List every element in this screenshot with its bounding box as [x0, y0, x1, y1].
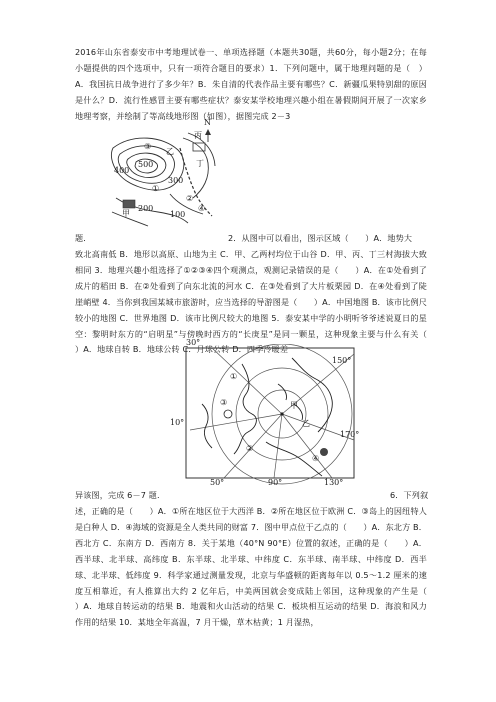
observation-point-label: ②: [186, 194, 194, 203]
latlong-label: 90°: [268, 478, 283, 487]
contour-label: 500: [138, 160, 154, 169]
contour-label: 200: [138, 204, 154, 213]
latlong-label: 170°: [340, 430, 360, 439]
contour-label: 100: [170, 210, 186, 219]
latlong-label: 150°: [332, 356, 352, 365]
contour-map-figure: [108, 118, 218, 228]
latlong-label: 50°: [210, 478, 225, 487]
observation-point-label: ③: [144, 142, 152, 151]
polar-map-figure: [170, 338, 360, 487]
latlong-label: 10°: [170, 418, 185, 427]
latlong-label: 30°: [186, 338, 201, 347]
observation-point-label: ①: [152, 184, 160, 193]
paragraph-3-lead: 异该图，完成 6－7 题.: [75, 490, 160, 500]
north-arrow-label: N: [204, 118, 211, 127]
point-marker-label: 乙: [302, 419, 310, 428]
village-label: 乙: [166, 147, 174, 156]
paragraph-2-tail: 2．从图中可以看出，图示区域（ ）A．地势大: [228, 233, 413, 243]
region-marker-label: ①: [230, 372, 238, 381]
observation-point-label: ④: [198, 204, 206, 213]
village-label: 丁: [196, 159, 204, 168]
village-label: 甲: [122, 209, 130, 218]
question-paragraph-2: 致北高南低 B．地形以高原、山地为主 C．甲、乙两村均位于山谷 D．甲、丙、丁三村海拔大致相同 3．地理兴趣小组选择了①②③④四个观测点，观测记录错误的是（ ）A．在①处看到了成片的稻田 B．在②处看到了向东北流的河水 C．在③处看到了大片板栗园 D．在④处看到了陡崖峭壁 4．当你到我国某城市旅游时，应当选择的导游图是（ ）A．中国地图 B．该市比例尺较小的地图 C．世界地图 D．该市比例尺较大的地图 5．泰安某中学的小明听爷爷述说夏日的星空：黎明时东方的“启明星”与傍晚时西方的“长庚星”是同一颗星，这种现象主要与什么有关（ ）A．地球自转 B．地球公转 C．月球公转 D．四季冷暖差: [75, 249, 444, 355]
region-marker-label: ③: [220, 398, 228, 407]
paragraph-2-lead: 题．: [75, 233, 92, 243]
paragraph-3-tail: 6．下列叙: [390, 490, 429, 500]
latlong-label: 130°: [324, 478, 344, 487]
contour-label: 400: [114, 166, 130, 175]
contour-label: 300: [168, 176, 184, 185]
question-paragraph-1: 2016年山东省泰安市中考地理试卷一、单项选择题（本题共30题，共60分，每小题2分；在每小题提供的四个选项中，只有一项符合题目的要求）1．下列问题中，属于地理问题的是（ ）A．我国抗日战争进行了多少年？B．朱自清的代表作品主要有哪些？C．新疆瓜果特别甜的原因是什么？D．流行性感冒主要有哪些症状？泰安某学校地理兴趣小组在暑假期间开展了一次家乡地理考察，并绘制了等高线地形图（如图），据图完成 2－3: [75, 47, 427, 121]
region-marker-label: ④: [312, 454, 320, 463]
village-label: 丙: [194, 131, 202, 140]
question-paragraph-3: 述，正确的是（ ）A．①所在地区位于大西洋 B．②所在地区位于欧洲 C．③岛上的因纽特人是白种人 D．④海域的资源是全人类共同的财富 7．图中甲点位于乙点的（ ）A．东北方 B．西北方 C．东南方 D．西南方 8．关于某地（40°N 90°E）位置的叙述，正确的是（ ）A．西半球、北半球、高纬度 B．东半球、北半球、中纬度 C．东半球、南半球、中纬度 D．西半球、北半球、低纬度 9．科学家通过测量发现，北京与华盛顿的距离每年以 0.5～1.2 厘米的速度互相靠近，有人推算出大约 2 亿年后，中美两国就会变成陆上邻国，这种现象的产生是（ ）A．地球自转运动的结果 B．地震和火山活动的结果 C．板块相互运动的结果 D．海浪和风力作用的结果 10．某地全年高温，7 月干燥，草木枯黄；1 月湿热，: [75, 506, 444, 628]
point-marker-label: 甲: [290, 401, 298, 410]
region-marker-label: ②: [246, 444, 254, 453]
